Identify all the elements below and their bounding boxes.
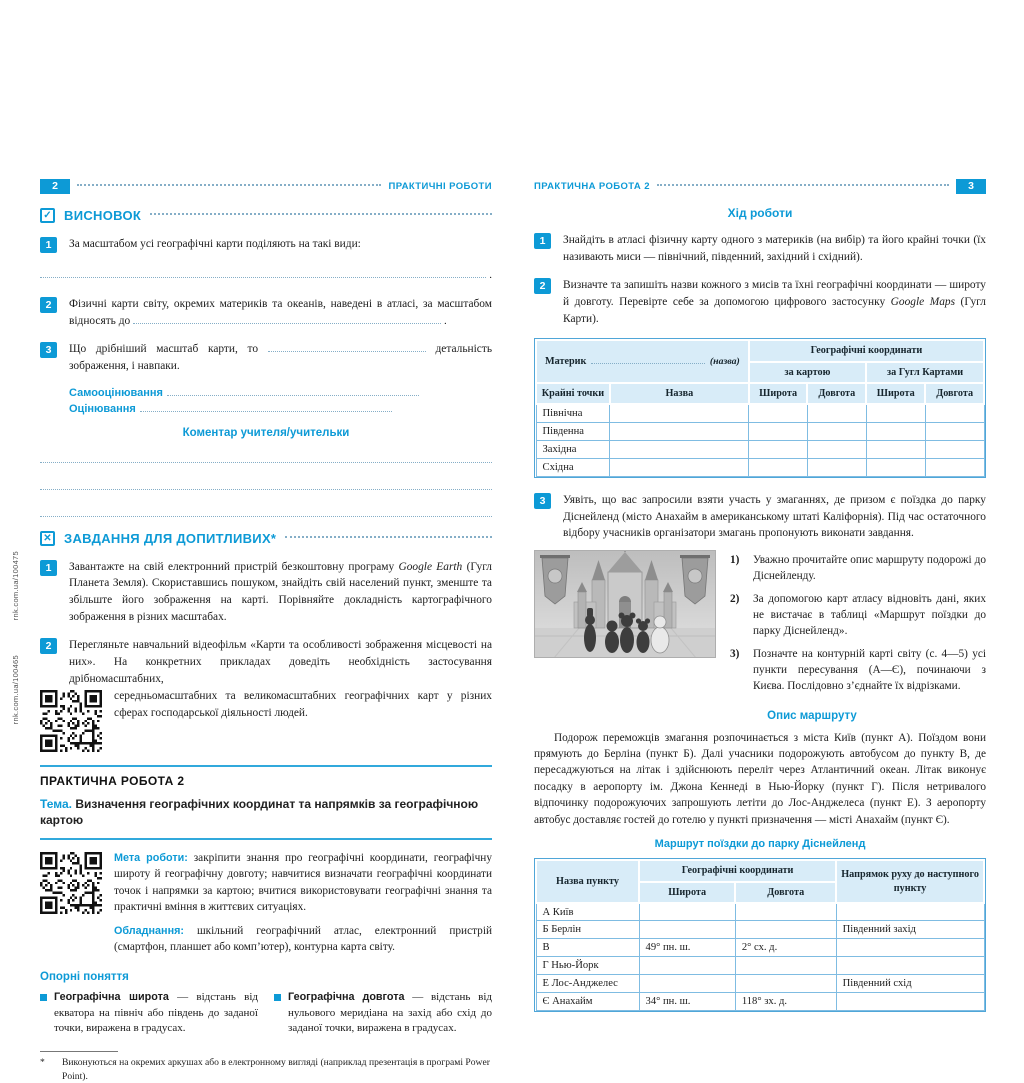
empty-cell <box>749 458 808 476</box>
direction-cell <box>836 993 984 1011</box>
direction-cell: Південний схід <box>836 975 984 993</box>
app-name-italic: Google Maps <box>890 295 956 308</box>
item-text <box>69 637 492 754</box>
empty-cell <box>610 404 749 422</box>
theme-text: Визначення географічних координат та напрямків за географічною картою <box>40 797 479 828</box>
point-name: Б Берлін <box>536 921 639 939</box>
lon-cell <box>735 957 836 975</box>
col-name: Назва <box>610 383 749 404</box>
lon-cell: 118° зх. д. <box>735 993 836 1011</box>
table-row <box>536 957 984 975</box>
disneyland-photo <box>534 550 716 658</box>
step-text-part: Визначте та запишіть назви кожного з мисів та їхні географічні координати — широту й довготу. Перевірте себе за допомогою цифрового застосунку <box>563 278 986 308</box>
direction-cell: Південний захід <box>836 921 984 939</box>
extreme-point-label: Східна <box>536 458 610 476</box>
item-number: 1 <box>40 560 57 576</box>
name-hint-italic: (назва) <box>709 355 740 367</box>
conclusion-item-3 <box>40 341 492 375</box>
item-text-part: Фізичні карти світу, окремих материків та океанів, наведені в атласі, за масштабом відносять до <box>69 298 492 327</box>
table-row <box>536 440 984 458</box>
dotted-leader <box>285 536 492 538</box>
by-google-header: за Гугл Картами <box>866 362 984 383</box>
self-assessment-row <box>69 386 492 399</box>
square-bullet-icon <box>40 994 47 1001</box>
empty-cell <box>807 458 866 476</box>
item-text-part: Завантажте на свій електронний пристрій безкоштовну програму <box>69 560 395 573</box>
col-direction: Напрямок руху до наступного пункту <box>836 860 984 903</box>
subtask-2 <box>730 591 986 639</box>
empty-cell <box>866 404 925 422</box>
subtask-text: За допомогою карт атласу відновіть дані, яких не вистачає в таблиці «Маршрут поїздки до парку Діснейленд». <box>753 593 986 638</box>
concepts-title: Опорні поняття <box>40 971 129 984</box>
item-number: 1 <box>534 233 551 249</box>
blank-period: . <box>443 314 447 327</box>
dotted-blank <box>268 342 426 352</box>
equipment-text: шкільний географічний атлас, електронний пристрій (смартфон, планшет або комп’ютер), контурна карта світу. <box>114 924 493 953</box>
step-text-part: (Гугл Карти). <box>563 295 986 325</box>
empty-cell <box>925 422 984 440</box>
route-table-grid <box>535 859 985 1011</box>
table-row <box>536 975 984 993</box>
table-row <box>536 921 984 939</box>
table-row <box>536 422 984 440</box>
table-row <box>536 404 984 422</box>
page-number-badge: 2 <box>40 179 70 194</box>
col-lat: Широта <box>639 882 735 903</box>
concept-text <box>288 990 492 1037</box>
qr-link-vertical: rnk.com.ua/100475 <box>11 551 20 621</box>
subtask-number: 3) <box>730 648 740 661</box>
left-page-header <box>40 178 492 194</box>
continent-table-grid <box>535 339 985 476</box>
lon-cell <box>735 975 836 993</box>
table-row <box>536 993 984 1011</box>
route-description-text: Подорож переможців змагання розпочинається з міста Київ (пункт А). Поїздом вони прямують до Берліна (пункт Б). Далі учасники подорожують автобусом до пункту В, де пересаджуються на літак і здійснюють переліт через Атлантичний океан. Літак виконує посадку в аеропорту ім. Джона Кеннеді в Нью-Йорку (пункт Г). Після нетривалого відпочинку подорожуючих запрошують летіти до Лос-Анджелеса (пункт Е). З аеропорту автобус доставляє гостей до готелю у пункті призначення — місті Анахайм (пункт Є). <box>534 731 986 826</box>
direction-cell <box>836 903 984 921</box>
concepts-grid <box>40 990 492 1037</box>
subtask-text: Позначте на контурній карті світу (с. 4—5) усі пункти пересування (А—Є), починаючи з Києва. Послідовно з’єднайте їх відрізками. <box>753 648 986 693</box>
theme-label: Тема. <box>40 797 72 812</box>
curious-section-head <box>40 531 492 546</box>
right-page <box>534 178 986 1012</box>
item-number: 2 <box>40 638 57 654</box>
assessment-label: Оцінювання <box>69 402 136 415</box>
lat-cell: 34° пн. ш. <box>639 993 735 1011</box>
empty-cell <box>807 440 866 458</box>
direction-cell <box>836 957 984 975</box>
col-lat: Широта <box>749 383 808 404</box>
item-text <box>69 559 492 627</box>
extreme-point-label: Південна <box>536 422 610 440</box>
self-assessment-label: Самооцінювання <box>69 386 163 399</box>
route-description-title: Опис маршруту <box>767 709 857 722</box>
concept-term: Географічна широта <box>54 991 169 1004</box>
point-name: Е Лос-Анджелес <box>536 975 639 993</box>
route-table-title: Маршрут поїздки до парку Діснейленд <box>654 838 866 851</box>
lat-cell <box>639 975 735 993</box>
answer-blank-line <box>40 264 492 284</box>
dotted-blank <box>591 355 704 364</box>
empty-cell <box>749 404 808 422</box>
square-bullet-icon <box>274 994 281 1001</box>
step-3 <box>534 492 986 543</box>
empty-cell <box>807 422 866 440</box>
page-number-badge: 3 <box>956 179 986 194</box>
item-number: 3 <box>534 493 551 509</box>
lat-cell <box>639 903 735 921</box>
empty-cell <box>866 422 925 440</box>
by-map-header: за картою <box>749 362 866 383</box>
empty-cell <box>610 440 749 458</box>
footnote <box>40 1051 492 1083</box>
col-lon: Довгота <box>925 383 984 404</box>
col-lon: Довгота <box>807 383 866 404</box>
lon-cell <box>735 903 836 921</box>
continent-table <box>534 338 986 477</box>
lon-cell <box>735 921 836 939</box>
qr-code <box>40 852 102 914</box>
step-1 <box>534 232 986 266</box>
left-page <box>40 178 492 1083</box>
conclusion-item-2 <box>40 296 492 330</box>
concept-term: Географічна довгота <box>288 991 405 1004</box>
practical-work-title: ПРАКТИЧНА РОБОТА 2 <box>40 774 185 789</box>
item-number: 3 <box>40 342 57 358</box>
item-text-wrap <box>69 688 492 722</box>
concept-item <box>40 990 258 1037</box>
item-number: 2 <box>40 297 57 313</box>
table-header-row <box>536 340 984 361</box>
dotted-blank <box>40 449 492 463</box>
qr-code <box>40 690 102 752</box>
point-name: Г Нью-Йорк <box>536 957 639 975</box>
continent-label: Материк <box>545 355 587 367</box>
equipment-paragraph <box>114 923 492 956</box>
extreme-point-label: Західна <box>536 440 610 458</box>
teacher-comment-lines <box>40 449 492 517</box>
item-text <box>69 341 492 375</box>
coords-header: Географічні координати <box>749 340 984 361</box>
dotted-leader <box>150 213 492 215</box>
conclusion-item-1 <box>40 236 492 253</box>
dotted-blank <box>40 264 486 278</box>
dotted-blank <box>167 386 419 396</box>
empty-cell <box>925 404 984 422</box>
empty-cell <box>610 422 749 440</box>
goal-paragraph <box>114 850 492 916</box>
checkbox-icon: ✓ <box>40 208 55 223</box>
section-title: ВИСНОВОК <box>64 208 142 223</box>
point-name: А Київ <box>536 903 639 921</box>
dotted-leader <box>77 184 381 186</box>
teacher-comment-title: Коментар учителя/учительки <box>182 426 350 439</box>
col-point-name: Назва пункту <box>536 860 639 903</box>
direction-cell <box>836 939 984 957</box>
dotted-blank <box>140 402 392 412</box>
point-name: Є Анахайм <box>536 993 639 1011</box>
dotted-blank <box>133 314 441 324</box>
step-2 <box>534 277 986 328</box>
table-row <box>536 903 984 921</box>
footnote-text: Виконуються на окремих аркушах або в електронному вигляді (наприклад презентація в програмі Power Point). <box>62 1057 490 1082</box>
footnote-mark: * <box>40 1057 45 1069</box>
subtask-number: 1) <box>730 554 740 567</box>
curious-item-2 <box>40 637 492 754</box>
goal-text: закріпити знання про географічні координати, географічну широту й географічну довготу; навчитися визначати географічні координати точок і напрямки за картою; вчитися використовувати географічні знання та практичні вміння в життєвих ситуаціях. <box>114 852 492 914</box>
item-text: За масштабом усі географічні карти поділяють на такі види: <box>69 238 361 250</box>
extreme-point-label: Північна <box>536 404 610 422</box>
col-points: Крайні точки <box>536 383 610 404</box>
table-row <box>536 458 984 476</box>
subtask-text: Уважно прочитайте опис маршруту подорожі до Діснейленду. <box>753 554 986 583</box>
continent-name-line <box>545 355 740 369</box>
continent-name-header <box>536 340 749 383</box>
lon-cell: 2° сх. д. <box>735 939 836 957</box>
tasks-icon: ✕ <box>40 531 55 546</box>
col-lon: Довгота <box>735 882 836 903</box>
goal-texts <box>114 850 492 962</box>
goal-label: Мета роботи: <box>114 852 188 864</box>
divider-rule <box>40 765 492 768</box>
section-title: ЗАВДАННЯ ДЛЯ ДОПИТЛИВИХ* <box>64 530 277 546</box>
col-lat: Широта <box>866 383 925 404</box>
empty-cell <box>866 440 925 458</box>
footnote-rule <box>40 1051 118 1052</box>
work-progress-title: Хід роботи <box>727 206 793 220</box>
table-header-row <box>536 383 984 404</box>
subtask-number: 2) <box>730 593 740 606</box>
conclusion-section-head <box>40 208 492 223</box>
empty-cell <box>749 422 808 440</box>
subtask-3 <box>730 646 986 694</box>
point-name: В <box>536 939 639 957</box>
empty-cell <box>925 440 984 458</box>
concept-definition: — відстань від нульового меридіана на захід або схід до заданої точки, виражена в градусах. <box>288 991 492 1035</box>
footnote-row <box>40 1056 492 1083</box>
item-text-part: (Гугл Планета Земля). Скориставшись пошуком, знайдіть свій населений пункт, зменште та збільште його зображення на карті. Порівняйте докладність картографічного зображення в різних масштабах. <box>69 560 492 624</box>
qr-link-vertical: rnk.com.ua/100465 <box>11 655 20 725</box>
empty-cell <box>807 404 866 422</box>
divider-rule <box>40 838 492 841</box>
item-number: 2 <box>534 278 551 294</box>
table-row <box>536 939 984 957</box>
equipment-label: Обладнання: <box>114 924 184 937</box>
curious-item-1 <box>40 559 492 627</box>
item-text-part: Перегляньте навчальний відеофільм «Карти та особливості зображення місцевості на них». На конкретних прикладах доведіть необхідність застосування дрібномасштабних, <box>69 639 492 685</box>
dotted-blank <box>40 476 492 490</box>
right-page-header <box>534 178 986 194</box>
coords-header: Географічні координати <box>639 860 836 881</box>
item-number: 1 <box>40 237 57 253</box>
empty-cell <box>749 440 808 458</box>
assessment-row <box>69 402 492 415</box>
lat-cell <box>639 957 735 975</box>
item-text-part: середньомасштабних та великомасштабних географічних карт у різних сферах господарської діяльності людей. <box>114 689 492 719</box>
step-text: Уявіть, що вас запросили взяти участь у змаганнях, де призом є поїздка до парку Діснейленд (місто Анахайм в американському штаті Каліфорнія). Під час остаточного відбору учасників організатори змагань пропонують виконати завдання. <box>563 493 986 540</box>
concept-text <box>54 990 258 1037</box>
item-text-part: Що дрібніший масштаб карти, то <box>69 342 259 355</box>
practical-work-theme <box>40 796 492 828</box>
subtask-1 <box>730 552 986 584</box>
concept-item <box>274 990 492 1037</box>
lat-cell <box>639 921 735 939</box>
running-head: ПРАКТИЧНІ РОБОТИ <box>388 180 492 192</box>
empty-cell <box>610 458 749 476</box>
step-text <box>563 277 986 328</box>
photo-and-subtasks <box>534 550 986 701</box>
dotted-blank <box>40 503 492 517</box>
item-text-part: детальність зображення, і навпаки. <box>69 342 493 372</box>
table-header-row <box>536 860 984 881</box>
dotted-leader <box>657 184 949 186</box>
empty-cell <box>925 458 984 476</box>
lat-cell: 49° пн. ш. <box>639 939 735 957</box>
goal-block <box>40 850 492 962</box>
subtask-list <box>730 550 986 701</box>
item-text <box>69 296 492 330</box>
empty-cell <box>866 458 925 476</box>
step-text: Знайдіть в атласі фізичну карту одного з материків (на вибір) та його крайні точки (їх називають миси — північний, південний, західний і східний). <box>563 234 986 263</box>
running-head: ПРАКТИЧНА РОБОТА 2 <box>534 180 650 192</box>
blank-period: . <box>489 269 492 281</box>
route-table <box>534 858 986 1012</box>
concept-definition: — відстань від екватора на північ або південь до заданої точки, виражена в градусах. <box>54 991 258 1035</box>
app-name-italic: Google Earth <box>398 560 463 573</box>
